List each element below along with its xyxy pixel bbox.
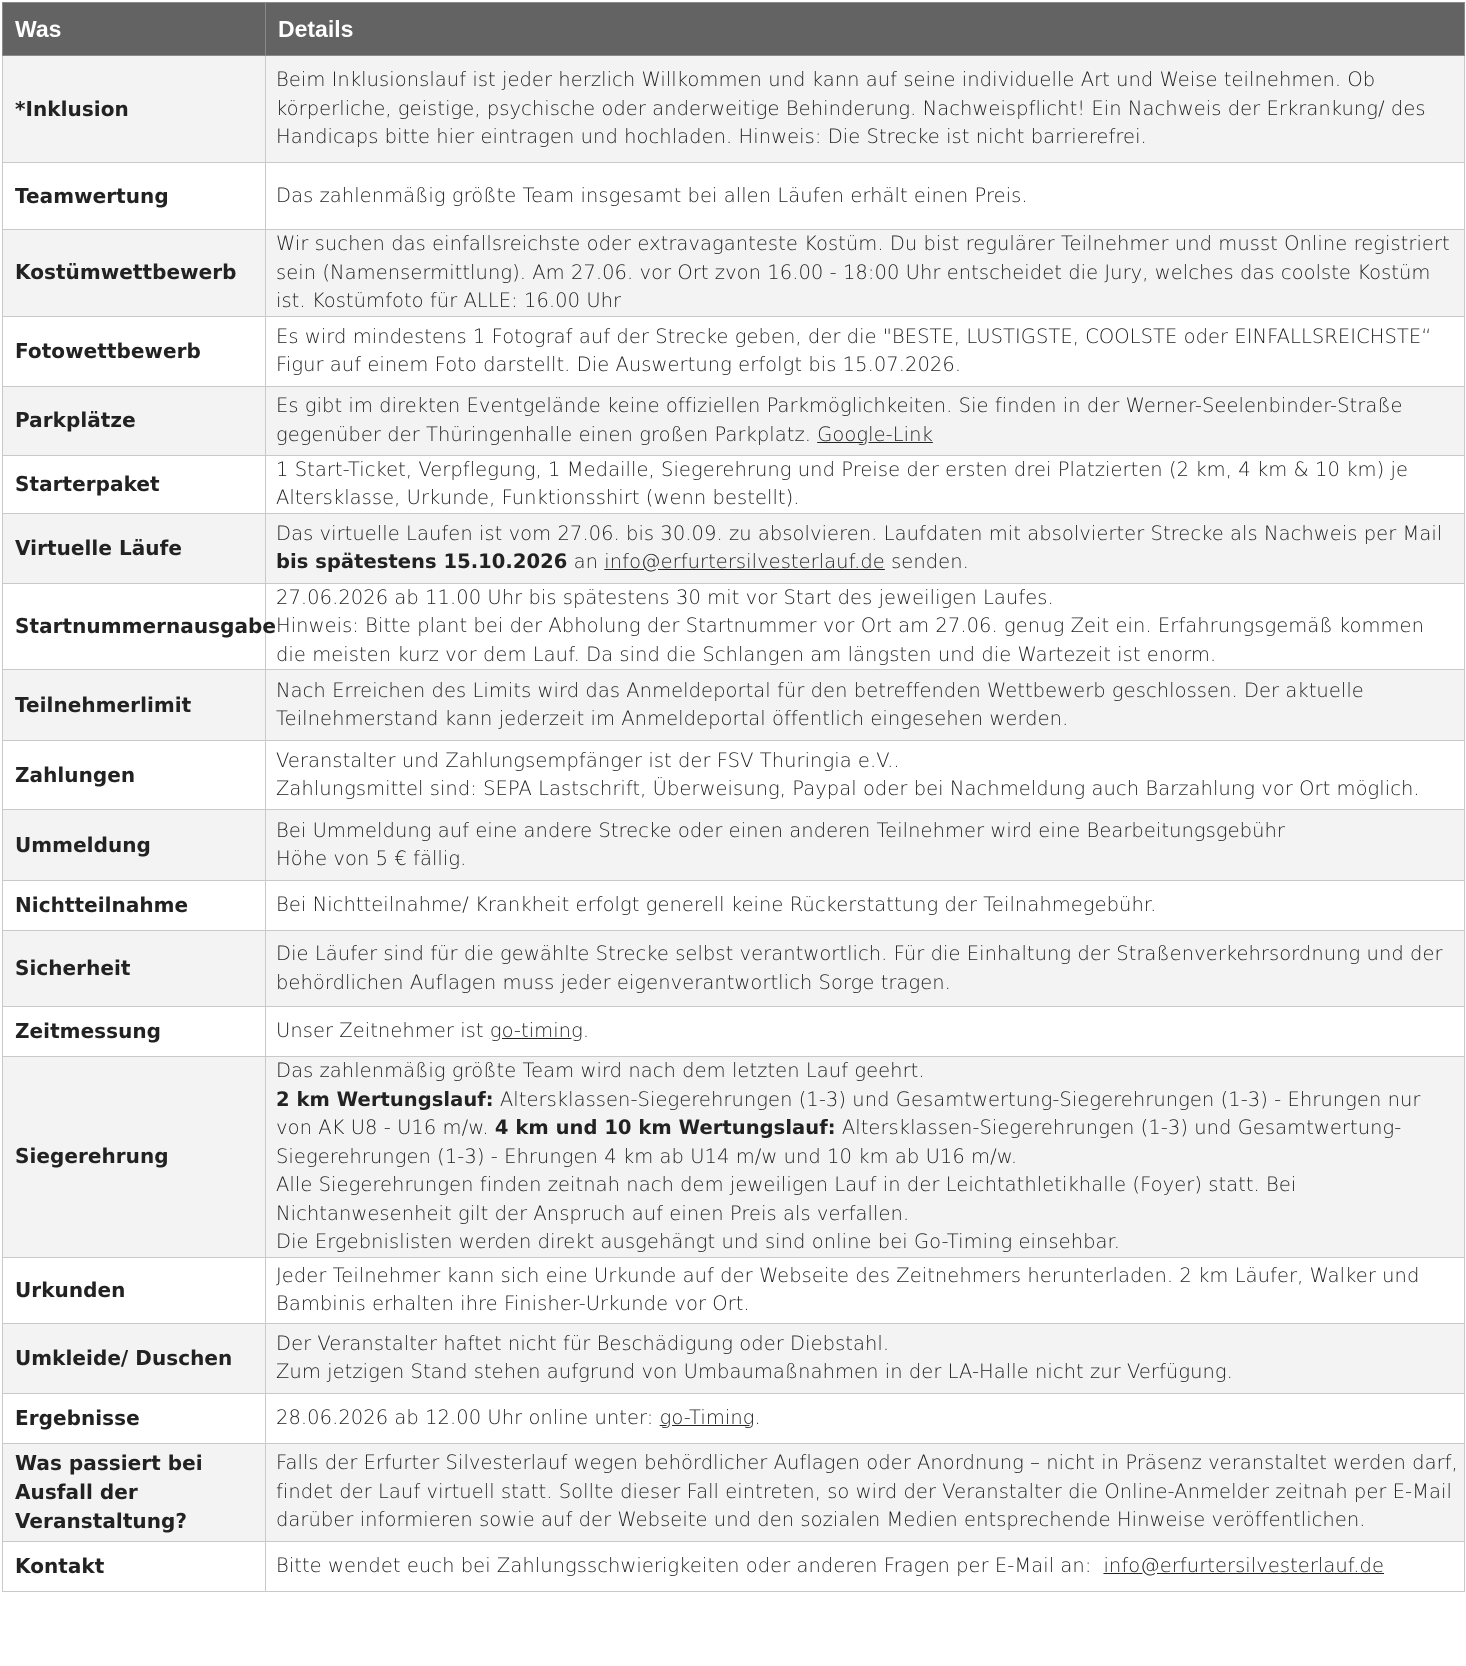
row-details [266,741,1465,810]
row-sicherheit [3,931,1465,1007]
details-text: an [573,550,599,573]
details-line: Das zahlenmäßig größte Team wird nach dem letzten Lauf geehrt. [276,1059,925,1082]
details-text: senden. [891,550,969,573]
row-label: *Inklusion [3,56,266,163]
wertungslauf-2km-bold: 2 km Wertungslauf: [276,1087,494,1111]
details-text: Das zahlenmäßig größte Team insgesamt bei allen Läufen erhält einen Preis. [276,183,1028,207]
row-details [266,56,1465,163]
column-header-was: Was [3,3,266,56]
row-details [266,1007,1465,1057]
row-nichtteilnahme [3,881,1465,931]
email-link[interactable]: info@erfurtersilvesterlauf.de [604,550,885,573]
table-header-row [3,3,1465,56]
details-line: Zum jetzigen Stand stehen aufgrund von Umbaumaßnahmen in der LA-Halle nicht zur Verfügung. [276,1360,1233,1383]
details-text: Altersklassen-Siegerehrungen (1-3) und Gesamtwertung-Siegerehrungen (1-3) - Ehrungen 4 km ab U14 m/w und 10 km ab U16 m/w. [276,1116,1402,1168]
details-line: Bei Ummeldung auf eine andere Strecke oder einen anderen Teilnehmer wird eine Bearbeitungsgebühr [276,818,1285,842]
google-maps-link[interactable]: Google-Link [817,422,933,446]
row-label: Zeitmessung [3,1007,266,1057]
details-line: Der Veranstalter haftet nicht für Beschädigung oder Diebstahl. [276,1331,890,1355]
row-label: Urkunden [3,1257,266,1323]
details-text: 1 Start-Ticket, Verpflegung, 1 Medaille, Siegerehrung und Preise der ersten drei Platzierten (2 km, 4 km & 10 km) je Altersklasse, Urkunde, Funktionsshirt (wenn bestellt). [276,457,1409,509]
row-details [266,881,1465,931]
row-label: Siegerehrung [3,1057,266,1258]
go-timing-link[interactable]: go-timing [489,1019,583,1043]
row-label: Ergebnisse [3,1393,266,1443]
row-startnummernausgabe [3,583,1465,670]
row-kostuemwettbewerb [3,230,1465,317]
row-label: Kontakt [3,1541,266,1591]
details-text: Beim Inklusionslauf ist jeder herzlich Willkommen und kann auf seine individuelle Art und Weise teilnehmen. Ob körperliche, geistige, psychische oder anderweitige Behinderung. Nachweispflicht! Ein Nachweis der Erkrankung/ des Handicaps bitte hier eintragen und hochladen. Hinweis: Die Strecke ist nicht barrierefrei. [276,68,1426,149]
details-text: Das virtuelle Laufen ist vom 27.06. bis 30.09. zu absolvieren. Laufdaten mit absolvierter Strecke als Nachweis per Mail [276,521,1443,545]
row-details [266,1443,1465,1541]
details-text: Jeder Teilnehmer kann sich eine Urkunde auf der Webseite des Zeitnehmers herunterladen. 2 km Läufer, Walker und Bambinis erhalten ihre Finisher-Urkunde vor Ort. [276,1263,1420,1315]
go-timing-results-link[interactable]: go-Timing [659,1405,755,1429]
details-line: Veranstalter und Zahlungsempfänger ist der FSV Thuringia e.V.. [276,748,900,772]
details-text: 28.06.2026 ab 12.00 Uhr online unter: [276,1405,654,1429]
row-details [266,810,1465,881]
row-details [266,513,1465,583]
deadline-bold: bis spätestens 15.10.2026 [276,550,568,573]
row-details [266,670,1465,741]
row-zeitmessung [3,1007,1465,1057]
row-label: Nichtteilnahme [3,881,266,931]
row-details [266,1541,1465,1591]
row-details [266,931,1465,1007]
details-text: Unser Zeitnehmer ist [276,1019,484,1043]
details-text: Nach Erreichen des Limits wird das Anmeldeportal für den betreffenden Wettbewerb geschlossen. Der aktuelle Teilnehmerstand kann jederzeit im Anmeldeportal öffentlich eingesehen werden. [276,678,1364,730]
row-details [266,1323,1465,1393]
details-text: Es wird mindestens 1 Fotograf auf der Strecke geben, der die "BESTE, LUSTIGSTE, COOLSTE oder EINFALLSREICHSTE“ Figur auf einem Foto darstellt. Die Auswertung erfolgt bis 15.07.2026. [276,324,1432,376]
row-ummeldung [3,810,1465,881]
row-details [266,1393,1465,1443]
details-text: Wir suchen das einfallsreichste oder extravaganteste Kostüm. Du bist regulärer Teilnehmer und musst Online registriert sein (Namensermittlung). Am 27.06. vor Ort zvon 16.00 - 18:00 Uhr entscheidet die Jury, welches das coolste Kostüm ist. Kostümfoto für ALLE: 16.00 Uhr [276,232,1450,312]
row-label: Sicherheit [3,931,266,1007]
row-label: Umkleide/ Duschen [3,1323,266,1393]
row-details [266,386,1465,455]
column-header-details: Details [266,3,1465,56]
details-text: . [754,1405,761,1429]
details-text: Altersklassen-Siegerehrungen (1-3) und Gesamtwertung-Siegerehrungen (1-3) - Ehrungen nur von AK U8 - U16 m/w. [276,1087,1421,1139]
row-label: Was passiert bei Ausfall der Veranstaltung? [3,1443,266,1541]
details-line: Hinweis: Bitte plant bei der Abholung der Startnummer vor Ort am 27.06. genug Zeit ein. Erfahrungsgemäß kommen die meisten kurz vor dem Lauf. Da sind die Schlangen am längsten und die Wartezeit ist enorm. [276,614,1425,666]
row-teilnehmerlimit [3,670,1465,741]
row-parkplaetze [3,386,1465,455]
row-virtuelle-laeufe [3,513,1465,583]
details-line: Höhe von 5 € fällig. [276,847,467,870]
row-kontakt [3,1541,1465,1591]
details-text: Die Läufer sind für die gewählte Strecke selbst verantwortlich. Für die Einhaltung der Straßenverkehrsordnung und der behördlichen Auflagen muss jeder eigenverantwortlich Sorge tragen. [276,942,1443,994]
row-details [266,455,1465,513]
row-details [266,1257,1465,1323]
row-details [266,163,1465,230]
details-line: 27.06.2026 ab 11.00 Uhr bis spätestens 30 mit vor Start des jeweiligen Laufes. [276,585,1054,609]
row-label: Zahlungen [3,741,266,810]
row-details [266,230,1465,317]
details-text: Es gibt im direkten Eventgelände keine offiziellen Parkmöglichkeiten. Sie finden in der Werner-Seelenbinder-Straße gegenüber der Thüringenhalle einen großen Parkplatz. [276,394,1403,446]
row-label: Teamwertung [3,163,266,230]
row-label: Startnummernausgabe [3,583,266,670]
details-line: Alle Siegerehrungen finden zeitnah nach dem jeweiligen Lauf in der Leichtathletikhalle (Foyer) statt. Bei Nichtanwesenheit gilt der Anspruch auf einen Preis als verfallen. [276,1173,1297,1225]
row-inklusion [3,56,1465,163]
details-text: Bei Nichtteilnahme/ Krankheit erfolgt generell keine Rückerstattung der Teilnahmegebühr. [276,893,1157,917]
row-starterpaket [3,455,1465,513]
row-fotowettbewerb [3,316,1465,386]
row-siegerehrung [3,1057,1465,1258]
row-urkunden [3,1257,1465,1323]
row-label: Virtuelle Läufe [3,513,266,583]
row-ergebnisse [3,1393,1465,1443]
details-line: Die Ergebnislisten werden direkt ausgehängt und sind online bei Go-Timing einsehbar. [276,1230,1121,1253]
row-details [266,583,1465,670]
row-label: Fotowettbewerb [3,316,266,386]
details-text: Bitte wendet euch bei Zahlungsschwierigkeiten oder anderen Fragen per E-Mail an: [276,1553,1092,1577]
row-ausfall [3,1443,1465,1541]
wertungslauf-4-10km-bold: 4 km und 10 km Wertungslauf: [494,1116,836,1139]
row-teamwertung [3,163,1465,230]
row-label: Starterpaket [3,455,266,513]
row-label: Teilnehmerlimit [3,670,266,741]
details-text: Falls der Erfurter Silvesterlauf wegen behördlicher Auflagen oder Anordnung – nicht in Präsenz veranstaltet werden darf, findet der Lauf virtuell statt. Sollte dieser Fall eintreten, so wird der Veranstalter die Online-Anmelder zeitnah per E-Mail darüber informieren sowie auf der Webseite und den sozialen Medien entsprechende Hinweise veröffentlichen. [276,1451,1458,1532]
row-label: Parkplätze [3,386,266,455]
info-table [2,2,1465,1592]
row-label: Kostümwettbewerb [3,230,266,317]
contact-email-link[interactable]: info@erfurtersilvesterlauf.de [1103,1553,1384,1577]
row-umkleide-duschen [3,1323,1465,1393]
details-line: Zahlungsmittel sind: SEPA Lastschrift, Überweisung, Paypal oder bei Nachmeldung auch Barzahlung vor Ort möglich. [276,777,1420,800]
details-line [276,1086,1458,1172]
row-label: Ummeldung [3,810,266,881]
row-details [266,316,1465,386]
row-details [266,1057,1465,1258]
row-zahlungen [3,741,1465,810]
details-text: . [582,1019,590,1043]
